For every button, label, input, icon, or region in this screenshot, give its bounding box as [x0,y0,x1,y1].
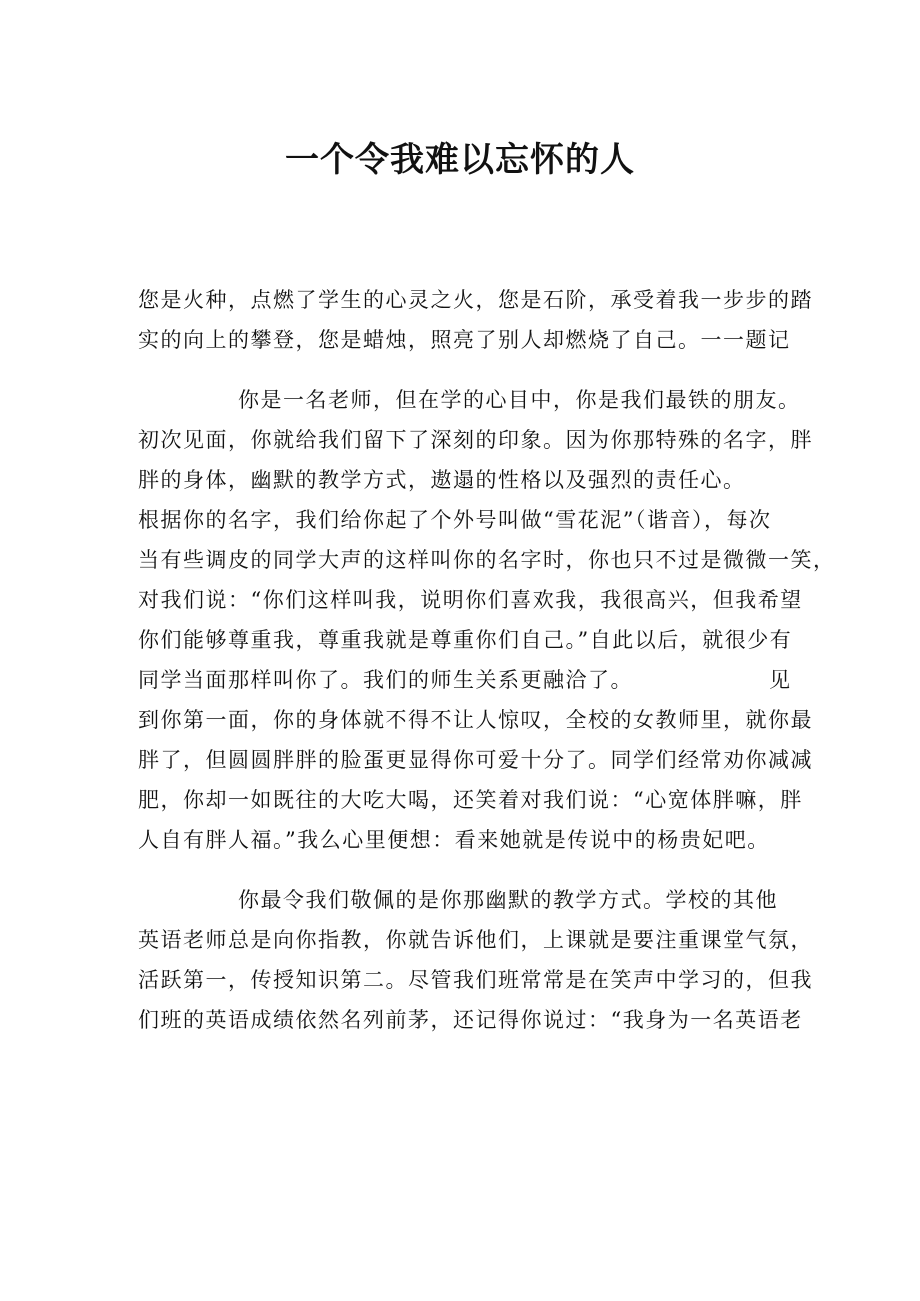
text-segment: 同学当面那样叫你了。我们的师生关系更融洽了。 [138,668,633,692]
document-body [138,280,836,1040]
text-line: 你是一名老师，但在学的心目中，你是我们最铁的朋友。 [238,388,801,412]
text-line: 根据你的名字，我们给你起了个外号叫做“雪花泥”（谐音），每次 [138,508,772,532]
text-line: 实的向上的攀登，您是蜡烛，照亮了别人却燃烧了自己。一一题记 [138,328,791,352]
text-line: 初次见面，你就给我们留下了深刻的印象。因为你那特殊的名字，胖 [138,428,813,452]
text-line [138,660,798,700]
text-line: 到你第一面，你的身体就不得不让人惊叹，全校的女教师里，就你最 [138,708,813,732]
text-line: 您是火种，点燃了学生的心灵之火，您是石阶，承受着我一步步的踏 [138,288,813,312]
text-line: 胖的身体，幽默的教学方式，遨遢的性格以及强烈的责任心。 [138,468,746,492]
text-line: 肥，你却一如既往的大吃大喝，还笑着对我们说：“心宽体胖嘛，胖 [138,788,803,812]
text-line: 胖了，但圆圆胖胖的脸蛋更显得你可爱十分了。同学们经常劝你减减 [138,748,813,772]
text-line: 活跃第一，传授知识第二。尽管我们班常常是在笑声中学习的，但我 [138,968,813,992]
text-line: 英语老师总是向你指教，你就告诉他们，上课就是要注重课堂气氛， [138,928,813,952]
text-line: 你们能够尊重我，尊重我就是尊重你们自己。”自此以后，就很少有 [138,628,793,652]
text-line: 对我们说：“你们这样叫我，说明你们喜欢我，我很高兴，但我希望 [138,588,803,612]
text-segment: 见 [769,668,792,692]
text-line: 当有些调皮的同学大声的这样叫你的名字时，你也只不过是微微一笑， [138,548,836,572]
text-line: 你最令我们敬佩的是你那幽默的教学方式。学校的其他 [238,888,778,912]
text-line: 人自有胖人福。”我么心里便想：看来她就是传说中的杨贵妃吧。 [138,828,770,852]
document-title: 一个令我难以忘怀的人 [285,140,635,180]
text-line: 们班的英语成绩依然名列前茅，还记得你说过：“我身为一名英语老 [138,1008,803,1032]
